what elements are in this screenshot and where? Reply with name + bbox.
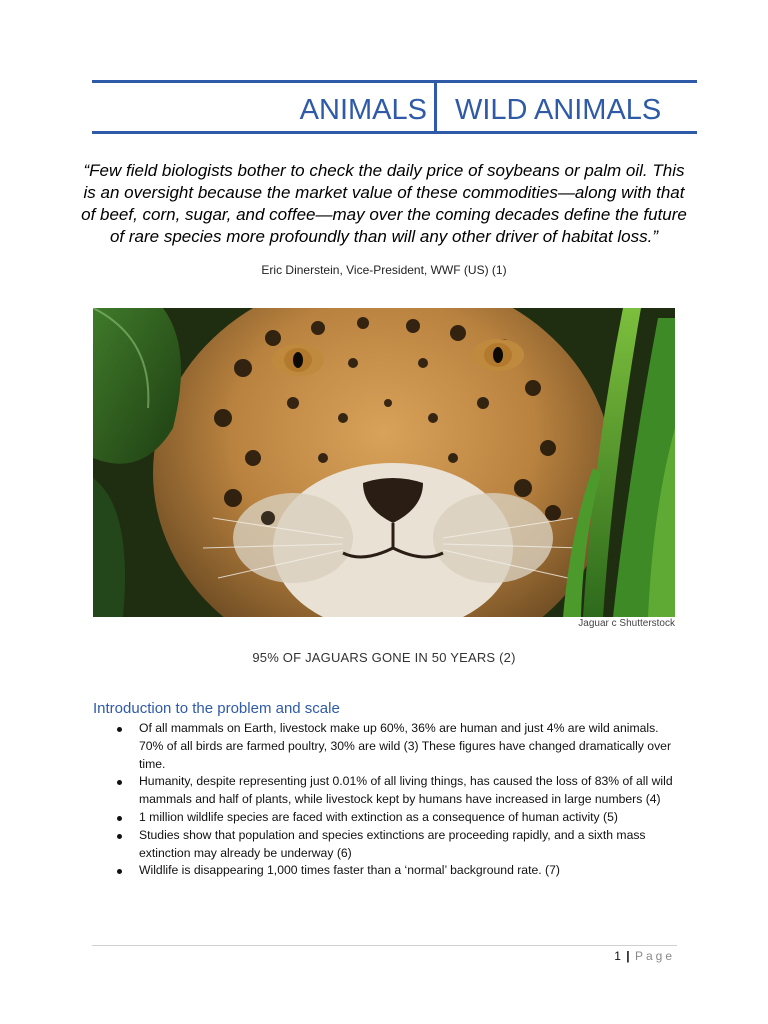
- bullet-icon: [117, 816, 122, 821]
- list-item: [93, 720, 683, 773]
- list-item: [93, 862, 683, 880]
- jaguar-statistic: 95% OF JAGUARS GONE IN 50 YEARS (2): [252, 650, 516, 665]
- list-item-text: Studies show that population and species extinctions are proceeding rapidly, and a sixth mass extinction may already be underway (6): [139, 827, 646, 860]
- section-heading: Introduction to the problem and scale: [93, 700, 340, 717]
- bullet-icon: [117, 780, 122, 785]
- bullet-icon: [117, 869, 122, 874]
- header-title-right: WILD ANIMALS: [455, 94, 662, 126]
- page-label: Page: [634, 949, 675, 963]
- jaguar-photo: [93, 308, 675, 617]
- header-rule-bottom: [92, 131, 697, 134]
- list-item: [93, 809, 683, 827]
- list-item: [93, 773, 683, 809]
- header-rule-top: [92, 80, 697, 83]
- page-number: 1: [614, 949, 621, 963]
- bullet-icon: [117, 834, 122, 839]
- list-item-text: Wildlife is disappearing 1,000 times faster than a ‘normal’ background rate. (7): [139, 863, 560, 878]
- bullet-icon: [117, 727, 122, 732]
- footer-rule: [92, 945, 677, 946]
- page-footer: [614, 948, 675, 964]
- header-title-left: ANIMALS: [299, 94, 427, 126]
- list-item-text: 1 million wildlife species are faced with extinction as a consequence of human activity (5): [139, 809, 618, 824]
- photo-caption: Jaguar c Shutterstock: [578, 618, 675, 629]
- header-divider: [434, 80, 437, 134]
- pull-quote: “Few field biologists bother to check the daily price of soybeans or palm oil. This is an oversight because the market value of these commodities—along with that of beef, corn, sugar, and coffee—may over the coming decades define the future of rare species more profoundly than will any other driver of habitat loss.”: [81, 161, 687, 246]
- list-item-text: Of all mammals on Earth, livestock make up 60%, 36% are human and just 4% are wild animals. 70% of all birds are farmed poultry, 30% are wild (3) These figures have changed dramatically over time.: [139, 721, 671, 771]
- bullet-list: [93, 720, 683, 880]
- quote-attribution: Eric Dinerstein, Vice-President, WWF (US) (1): [261, 263, 507, 277]
- list-item: [93, 827, 683, 863]
- footer-separator: |: [626, 949, 630, 963]
- list-item-text: Humanity, despite representing just 0.01% of all living things, has caused the loss of 83% of all wild mammals and half of plants, while livestock kept by humans have increased in large numbers (4): [139, 774, 673, 807]
